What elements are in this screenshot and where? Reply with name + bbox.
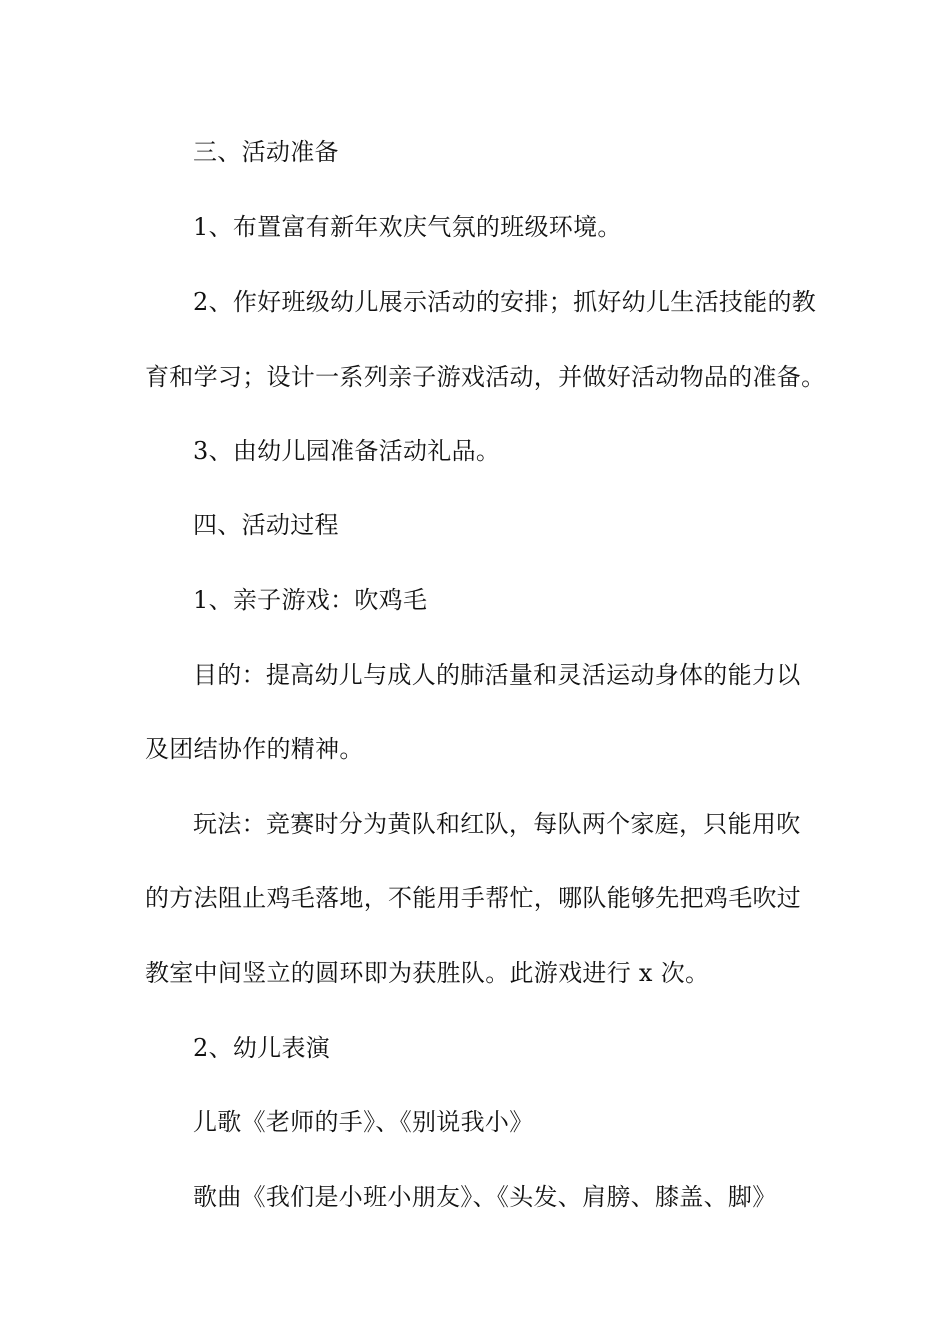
paragraph-line: 2、幼儿表演 <box>193 1034 331 1062</box>
paragraph-line: 教室中间竖立的圆环即为获胜队。此游戏进行 x 次。 <box>145 959 710 987</box>
paragraph-line: 的方法阻止鸡毛落地，不能用手帮忙，哪队能够先把鸡毛吹过 <box>145 884 802 912</box>
section-heading-preparation: 三、活动准备 <box>193 138 339 166</box>
paragraph-line: 育和学习；设计一系列亲子游戏活动，并做好活动物品的准备。 <box>145 363 826 391</box>
paragraph-line: 玩法：竞赛时分为黄队和红队，每队两个家庭，只能用吹 <box>193 810 801 838</box>
paragraph-line: 1、布置富有新年欢庆气氛的班级环境。 <box>193 213 622 241</box>
paragraph-line: 3、由幼儿园准备活动礼品。 <box>193 437 501 465</box>
paragraph-line: 1、亲子游戏：吹鸡毛 <box>193 586 428 614</box>
paragraph-line: 歌曲《我们是小班小朋友》、《头发、肩膀、膝盖、脚》 <box>193 1183 777 1211</box>
paragraph-line: 目的：提高幼儿与成人的肺活量和灵活运动身体的能力以 <box>193 661 801 689</box>
paragraph-line: 儿歌《老师的手》、《别说我小》 <box>193 1108 534 1136</box>
section-heading-process: 四、活动过程 <box>193 511 339 539</box>
paragraph-line: 2、作好班级幼儿展示活动的安排；抓好幼儿生活技能的教 <box>193 288 817 316</box>
paragraph-line: 及团结协作的精神。 <box>145 735 364 763</box>
